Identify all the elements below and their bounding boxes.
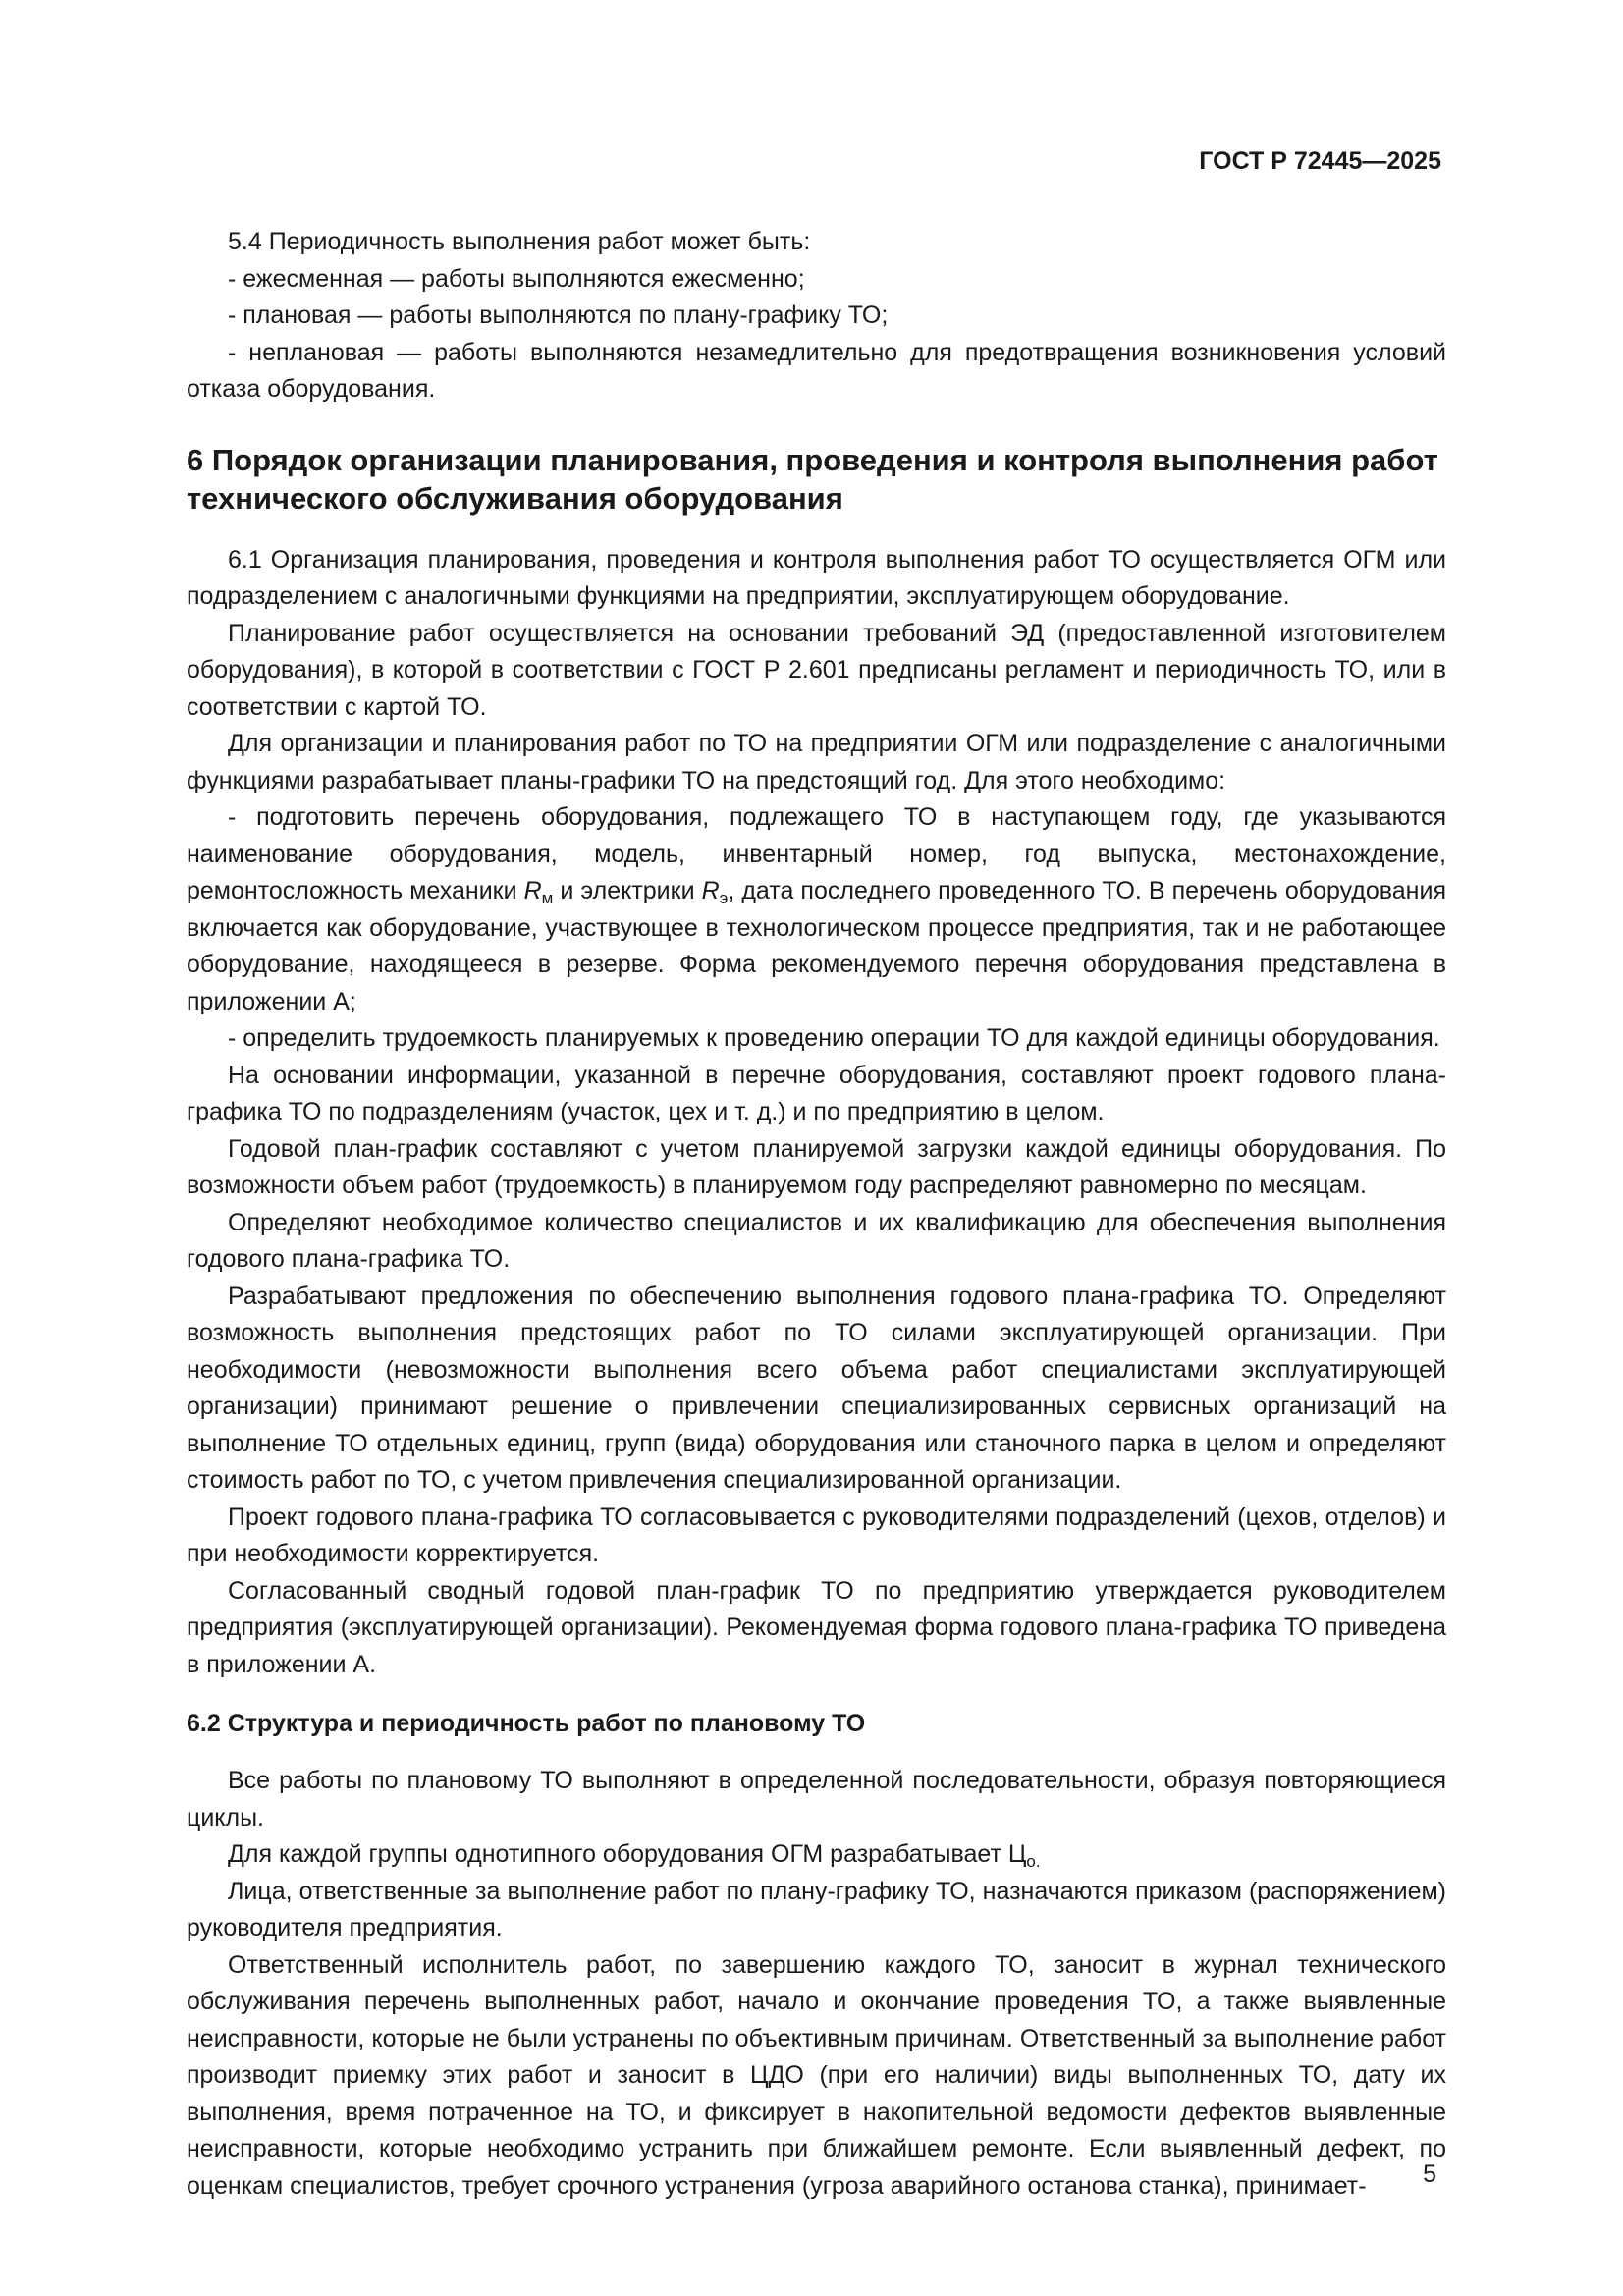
paragraph-6-1: 6.1 Организация планирования, проведения и контроля выполнения работ ТО осуществляется ОГМ или подразделением с аналогичными функциями на предприятии, эксплуатирующем оборудование.	[187, 545, 1446, 610]
paragraph-specialists: Определяют необходимое количество специалистов и их квалификацию для обеспечения выполнения годового плана-графика ТО.	[187, 1208, 1446, 1273]
paragraph-planning: Планирование работ осуществляется на основании требований ЭД (предоставленной изготовителем оборудования), в которой в соответствии с ГОСТ Р 2.601 предписаны регламент и периодичность ТО, или в соответствии с картой ТО.	[187, 619, 1446, 721]
list-item-planned: - плановая — работы выполняются по плану-графику ТО;	[228, 301, 889, 329]
symbol-r-mechanics: $R_м$	[523, 877, 554, 907]
document-id-header: ГОСТ Р 72445—2025	[1199, 147, 1441, 175]
paragraph-draft-plan: На основании информации, указанной в перечне оборудования, составляют проект годового плана-графика ТО по подразделениям (участок, цех и т. д.) и по предприятию в целом.	[187, 1061, 1446, 1125]
document-body	[187, 224, 1446, 2205]
paragraph-equipment-list: - подготовить перечень оборудования, подлежащего ТО в наступающем году, где указываются наименование оборудования, модель, инвентарный номер, год выпуска, местонахождение, ремонтосложность механики $R_м$ и электрики $R_э$, дата последнего проведенного ТО. В перечень оборудования включается как оборудование, участвующее в технологическом процессе предприятия, так и не работающее оборудование, находящееся в резерве. Форма рекомендуемого перечня оборудования представлена в приложении А;	[187, 803, 1446, 1015]
paragraph-responsible-persons: Лица, ответственные за выполнение работ по плану-графику ТО, назначаются приказом (распоряжением) руководителя предприятия.	[187, 1877, 1446, 1941]
page-number: 5	[1423, 2160, 1436, 2188]
paragraph-approval-final: Согласованный сводный годовой план-график ТО по предприятию утверждается руководителем предприятия (эксплуатирующей организации). Рекомендуемая форма годового плана-графика ТО приведена в приложении А.	[187, 1576, 1446, 1678]
paragraph-executor: Ответственный исполнитель работ, по завершению каждого ТО, заносит в журнал технического обслуживания перечень выполненных работ, начало и окончание проведения ТО, а также выявленные неисправности, которые не были устранены по объективным причинам. Ответственный за выполнение работ производит приемку этих работ и заносит в ЦДО (при его наличии) виды выполненных ТО, дату их выполнения, время потраченное на ТО, и фиксирует в накопительной ведомости дефектов выявленные неисправности, которые необходимо устранить при ближайшем ремонте. Если выявленный дефект, по оценкам специалистов, требует срочного устранения (угроза аварийного останова станка), принимает-	[187, 1950, 1446, 2200]
paragraph-5-4-intro: 5.4 Периодичность выполнения работ может быть:	[228, 228, 811, 255]
section-5-4	[187, 224, 1446, 409]
paragraph-labor-intensity: - определить трудоемкость планируемых к проведению операции ТО для каждой единицы оборудования.	[228, 1024, 1440, 1052]
list-item-per-shift: - ежесменная — работы выполняются ежесменно;	[228, 264, 805, 293]
section-6-heading: 6 Порядок организации планирования, проведения и контроля выполнения работ технического обслуживания оборудования	[187, 442, 1438, 516]
section-6-2-heading: 6.2 Структура и периодичность работ по плановому ТО	[187, 1710, 866, 1737]
paragraph-cycles: Все работы по плановому ТО выполняют в определенной последовательности, образуя повторяющиеся циклы.	[187, 1767, 1446, 1831]
paragraph-organization: Для организации и планирования работ по ТО на предприятии ОГМ или подразделение с аналогичными функциями разрабатывает планы-графики ТО на предстоящий год. Для этого необходимо:	[187, 730, 1446, 794]
paragraph-proposals: Разрабатывают предложения по обеспечению выполнения годового плана-графика ТО. Определяют возможность выполнения предстоящих работ по ТО силами эксплуатирующей организации. При необходимости (невозможности выполнения всего объема работ специалистами эксплуатирующей организации) принимают решение о привлечении специализированных сервисных организаций на выполнение ТО отдельных единиц, групп (вида) оборудования или станочного парка в целом и определяют стоимость работ по ТО, с учетом привлечения специализированной организации.	[187, 1282, 1446, 1494]
paragraph-annual-plan: Годовой план-график составляют с учетом планируемой загрузки каждой единицы оборудования. По возможности объем работ (трудоемкость) в планируемом году распределяют равномерно по месяцам.	[187, 1134, 1446, 1199]
paragraph-approval-draft: Проект годового плана-графика ТО согласовывается с руководителями подразделений (цехов, отделов) и при необходимости корректируется.	[187, 1503, 1446, 1567]
paragraph-cycle-development: Для каждой группы однотипного оборудования ОГМ разрабатывает $Ц_{о.}$	[228, 1840, 1041, 1871]
section-6-1	[187, 542, 1446, 1684]
list-item-unplanned: - неплановая — работы выполняются незамедлительно для предотвращения возникновения условий отказа оборудования.	[187, 338, 1446, 403]
section-6-2	[187, 1763, 1446, 2205]
symbol-r-electrics: $R_э$	[701, 877, 729, 907]
